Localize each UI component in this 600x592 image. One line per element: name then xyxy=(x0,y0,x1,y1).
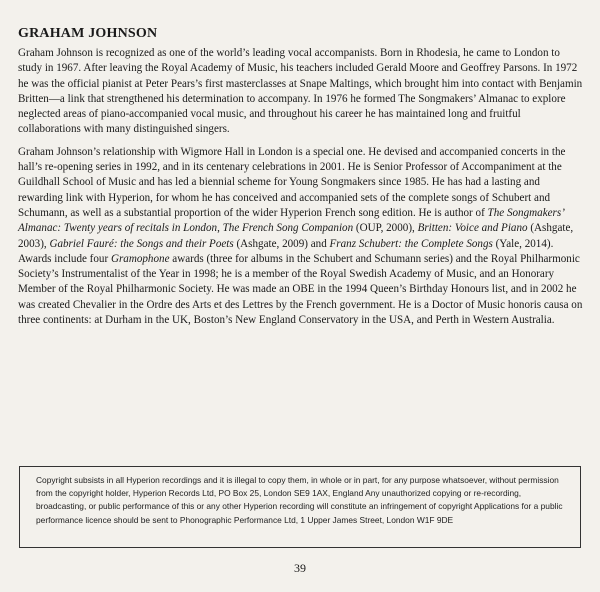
biography-paragraph-1: Graham Johnson is recognized as one of the world’s leading vocal accompanists. Born in Rhodesia, he came to London to study in 1967. After leaving the Royal Academy of Music, his teachers included Gerald Moore and Geoffrey Parsons. In 1972 he was the official pianist at Peter Pears’s first masterclasses at Snape Maltings, which brought him into contact with Benjamin Britten—a link that strengthened his determination to accompany. In 1976 he formed The Songmakers’ Almanac to explore neglected areas of piano-accompanied vocal music, and throughout his career he has maintained long and fruitful collaborations with many distinguished singers. xyxy=(18,47,583,136)
bio-text-run: (Yale, 2014). Awards include four xyxy=(18,237,554,265)
bio-text-run: awards (three for albums in the Schubert and Schumann series) and the Royal Philharmonic Society’s Instrumentalist of the Year in 1998; he is a member of the Royal Swedish Academy of Music, and an Honorary Member of the Royal Philharmonic Society. He was made an OBE in the 1994 Queen’s Birthday Honours list, and in 2002 he was created Chevalier in the Ordre des Arts et des Lettres by the French government. He is a Doctor of Music honoris causa on three continents: at Durham in the UK, Boston’s New England Conservatory in the USA, and Perth in Western Australia. xyxy=(18,252,583,327)
award-name-gramophone: Gramophone xyxy=(110,252,170,265)
book-title-schubert: Franz Schubert: the Complete Songs xyxy=(329,237,493,250)
book-title-britten: Britten: Voice and Piano xyxy=(417,222,528,235)
bio-text-run: (OUP, 2000), xyxy=(353,222,418,235)
book-title-songmakers-almanac: The Songmakers’ Almanac: Twenty years of recitals in London xyxy=(18,206,564,235)
copyright-notice-text: Copyright subsists in all Hyperion recordings and it is illegal to copy them, in whole or in part, for any purpose whatsoever, without permission from the copyright holder, Hyperion Records Ltd, PO Box 25, London SE9 1AX, England Any unauthorized copying or re-recording, broadcasting, or public performance of this or any other Hyperion recording will constitute an infringement of copyright Applications for a public performance licence should be sent to Phonographic Performance Ltd, 1 Upper James Street, London W1F 9DE xyxy=(36,475,563,525)
page-number: 39 xyxy=(294,561,306,575)
page-heading: GRAHAM JOHNSON xyxy=(18,26,158,41)
bio-text-run: (Ashgate, 2003), xyxy=(18,222,574,250)
bio-text-run: , xyxy=(217,222,223,235)
biography-paragraph-2 xyxy=(18,145,584,329)
copyright-notice-box xyxy=(19,466,581,548)
bio-text-run: (Ashgate, 2009) and xyxy=(233,237,330,250)
biography-text xyxy=(18,46,584,335)
book-title-french-song-companion: The French Song Companion xyxy=(222,222,354,235)
bio-text-run: Graham Johnson’s relationship with Wigmore Hall in London is a special one. He devised and accompanied concerts in the hall’s re-opening series in 1992, and in its centenary celebrations in 2001. He is Senior Professor of Accompaniment at the Guildhall School of Music and has led a biennial scheme for Young Songmakers since 1985. He has had a lasting and rewarding link with Hyperion, for whom he has conceived and accompanied sets of the complete songs of Schubert and Schumann, as well as a substantial proportion of the wider Hyperion French song edition. He is author of xyxy=(18,145,566,219)
book-title-faure: Gabriel Fauré: the Songs and their Poets xyxy=(49,237,234,250)
